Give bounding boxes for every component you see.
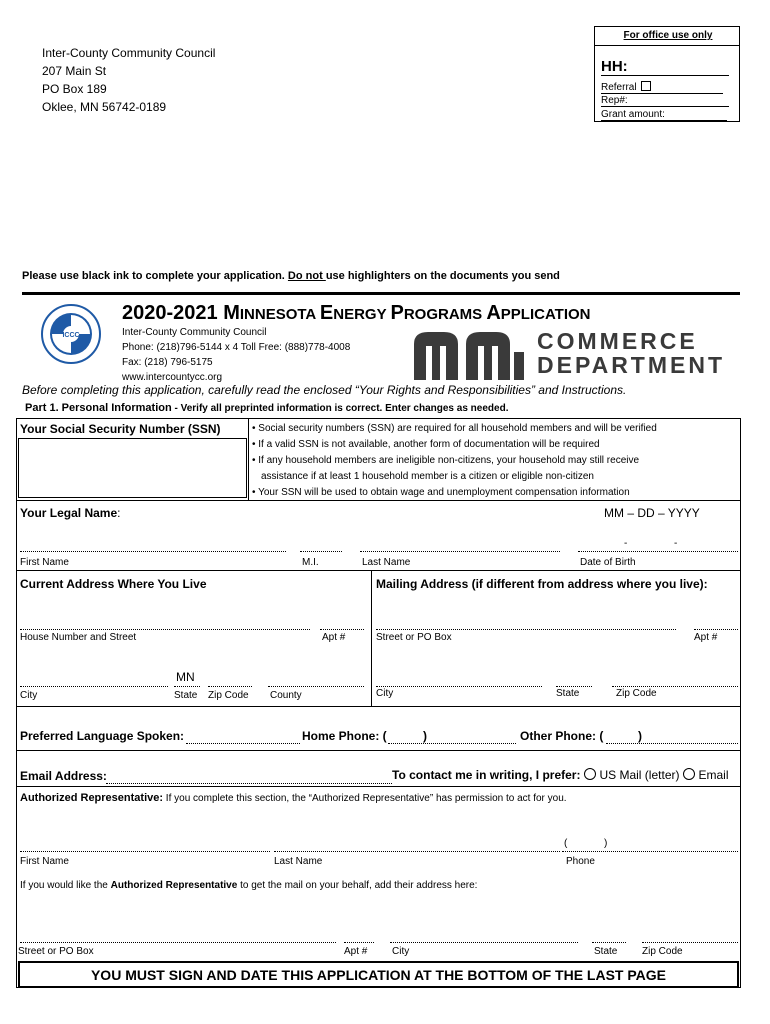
dob-separator: - [674,538,678,549]
ssn-bullet-text: If any household members are ineligible non-citizens, your household may still receive [258,455,640,466]
office-use-box [594,26,740,122]
agency-name: Inter-County Community Council [122,327,267,338]
title-cap: M [223,302,240,324]
referral-label: Referral [601,82,637,93]
ink-notice-text: Please use black ink to complete your application. [22,270,288,282]
rep-apt-label: Apt # [344,946,368,957]
rep-phone-field[interactable] [562,851,738,852]
us-mail-radio[interactable] [584,768,596,780]
ssn-label: Your Social Security Number (SSN) [20,422,221,436]
iccc-logo [40,303,102,365]
authorized-rep-heading [20,792,567,804]
mailing-state-field[interactable] [556,686,592,687]
org-address [42,44,215,116]
mailing-zip-label: Zip Code [616,688,657,699]
commerce-department-logo [537,329,725,377]
agency-contact [122,325,350,385]
grant-amount-label: Grant amount: [601,109,665,120]
household-field[interactable] [601,58,729,76]
rep-mail-instructions [20,880,477,891]
ssn-bullet [252,469,738,485]
sign-notice-box [18,961,739,988]
ssn-bullet: • If any household members are ineligible non-citizens, your household may still receive [252,455,640,466]
sign-notice: YOU MUST SIGN AND DATE THIS APPLICATION AT THE BOTTOM OF THE LAST PAGE [90,967,667,983]
mailing-address-label: Mailing Address (if different from address where you live): [376,577,708,591]
mailing-city-field[interactable] [376,686,542,687]
dob-separator: - [624,538,628,549]
ink-notice [22,270,560,282]
rep-mail-text-end: to get the mail on your behalf, add their address here: [237,880,478,891]
current-city-field[interactable] [20,686,168,687]
current-state-label: State [174,690,198,701]
ssn-bullet-text: Social security numbers (SSN) are required for all household members and will be verified [258,423,657,434]
middle-initial-field[interactable] [300,551,342,552]
authorized-rep-label: Authorized Representative: [20,792,164,804]
title-rest: INNESOTA [239,306,320,323]
email-option-label: Email [698,768,729,782]
current-zip-label: Zip Code [208,690,249,701]
rep-state-field[interactable] [592,942,626,943]
rep-city-field[interactable] [390,942,578,943]
legal-name-label [20,506,120,520]
home-phone-label: Home Phone: ( [302,729,387,743]
current-zip-field[interactable] [208,686,252,687]
email-field[interactable] [106,783,392,784]
legal-name-text: Your Legal Name [20,506,118,520]
ssn-bullet: • Your SSN will be used to obtain wage and unemployment compensation information [252,487,630,498]
last-name-label: Last Name [362,557,411,568]
current-street-field[interactable] [20,629,310,630]
org-street: 207 Main St [42,64,107,78]
office-use-title: For office use only [623,30,713,41]
referral-field[interactable] [601,81,723,94]
rep-street-label: Street or PO Box [18,946,94,957]
rep-state-label: State [594,946,618,957]
ssn-input[interactable] [18,438,247,498]
other-phone-label: Other Phone: ( [520,729,604,743]
first-name-label: First Name [20,557,69,568]
mailing-apt-label: Apt # [694,632,718,643]
agency-phone: Phone: (218)796-5144 x 4 Toll Free: (888)778-4008 [122,342,351,353]
org-po-box: PO Box 189 [42,82,107,96]
title-cap: E [319,302,334,324]
grant-amount-field[interactable] [601,109,727,121]
ssn-bullet-text: assistance if at least 1 household member is a citizen or eligible non-citizen [261,471,594,482]
mn-logo [414,332,524,380]
form-title [122,302,591,325]
title-years: 2020-2021 [122,302,224,324]
title-rest: PPLICATION [500,306,591,323]
form-frame [16,418,741,988]
instructions: Before completing this application, carefully read the enclosed “Your Rights and Responsibilities” and Instructions. [22,383,627,397]
first-name-field[interactable] [20,551,286,552]
referral-checkbox[interactable] [641,81,651,91]
ssn-bullet-text: If a valid SSN is not available, another form of documentation will be required [258,439,600,450]
mailing-street-field[interactable] [376,629,676,630]
mailing-city-label: City [376,688,394,699]
current-street-label: House Number and Street [20,632,137,643]
language-field[interactable] [186,743,300,744]
rep-field[interactable] [601,95,729,107]
part1-label: Part 1. Personal Information [25,402,172,414]
home-phone-paren: ) [423,729,427,743]
email-radio[interactable] [683,768,695,780]
date-of-birth-field[interactable] [578,551,738,552]
title-rest: NERGY [333,306,391,323]
contact-preference [392,768,729,782]
rep-city-label: City [392,946,410,957]
org-city: Oklee, MN 56742-0189 [42,100,167,114]
rep-phone-close: ) [604,838,608,849]
county-field[interactable] [268,686,364,687]
county-label: County [270,690,302,701]
department-text: DEPARTMENT [537,352,726,378]
other-phone-paren: ) [638,729,642,743]
us-mail-label: US Mail (letter) [599,768,680,782]
current-city-label: City [20,690,38,701]
mailing-state-label: State [556,688,580,699]
org-name: Inter-County Community Council [42,46,216,60]
contact-preference-label: To contact me in writing, I prefer: [392,768,581,782]
title-cap: A [486,302,501,324]
language-label: Preferred Language Spoken: [20,729,185,743]
current-apt-label: Apt # [322,632,346,643]
mailing-zip-field[interactable] [612,686,738,687]
rep-zip-field[interactable] [642,942,738,943]
rep-phone-open: ( [564,838,568,849]
current-state-field[interactable] [174,686,200,687]
logo-text: ICCC [62,332,80,339]
middle-initial-label: M.I. [302,557,319,568]
title-cap: P [390,302,404,324]
rep-zip-label: Zip Code [642,946,683,957]
mailing-street-label: Street or PO Box [376,632,452,643]
rep-last-name-label: Last Name [274,856,323,867]
date-of-birth-label: Date of Birth [580,557,636,568]
ssn-bullet: • If a valid SSN is not available, another form of documentation will be required [252,439,600,450]
ssn-bullets [252,421,738,501]
ink-notice-emphasis: Do not [287,270,326,282]
other-phone-field[interactable] [606,743,738,744]
header-rule [22,292,740,295]
last-name-field[interactable] [360,551,560,552]
rep-last-name-field[interactable] [274,851,560,852]
date-format: MM – DD – YYYY [604,506,700,520]
ssn-bullet-text: Your SSN will be used to obtain wage and unemployment compensation information [258,487,630,498]
authorized-rep-text: If you complete this section, the “Authorized Representative” has permission to act for you. [163,793,567,804]
state-value: MN [176,670,195,684]
rep-label: Rep#: [601,95,628,106]
rep-mail-bold: Authorized Representative [110,880,238,891]
home-phone-field[interactable] [388,743,516,744]
rep-first-name-label: First Name [20,856,69,867]
mailing-apt-field[interactable] [694,629,738,630]
household-label: HH: [601,58,628,75]
email-label: Email Address: [20,769,107,783]
current-address-label: Current Address Where You Live [20,577,207,591]
rep-phone-label: Phone [566,856,595,867]
legal-name-colon: : [117,506,121,520]
ink-notice-text-end: use highlighters on the documents you send [325,270,560,282]
rep-apt-field[interactable] [344,942,374,943]
part1-heading [25,402,508,414]
part1-note: - Verify all preprinted information is correct. Enter changes as needed. [171,403,509,414]
title-rest: ROGRAMS [403,306,487,323]
agency-website[interactable]: www.intercountycc.org [122,372,223,383]
rep-mail-text: If you would like the [20,880,111,891]
agency-fax: Fax: (218) 796-5175 [122,357,213,368]
commerce-text: COMMERCE [537,328,698,354]
rep-street-field[interactable] [20,942,336,943]
rep-first-name-field[interactable] [20,851,270,852]
ssn-bullet: • Social security numbers (SSN) are required for all household members and will be verified [252,423,657,434]
current-apt-field[interactable] [320,629,364,630]
